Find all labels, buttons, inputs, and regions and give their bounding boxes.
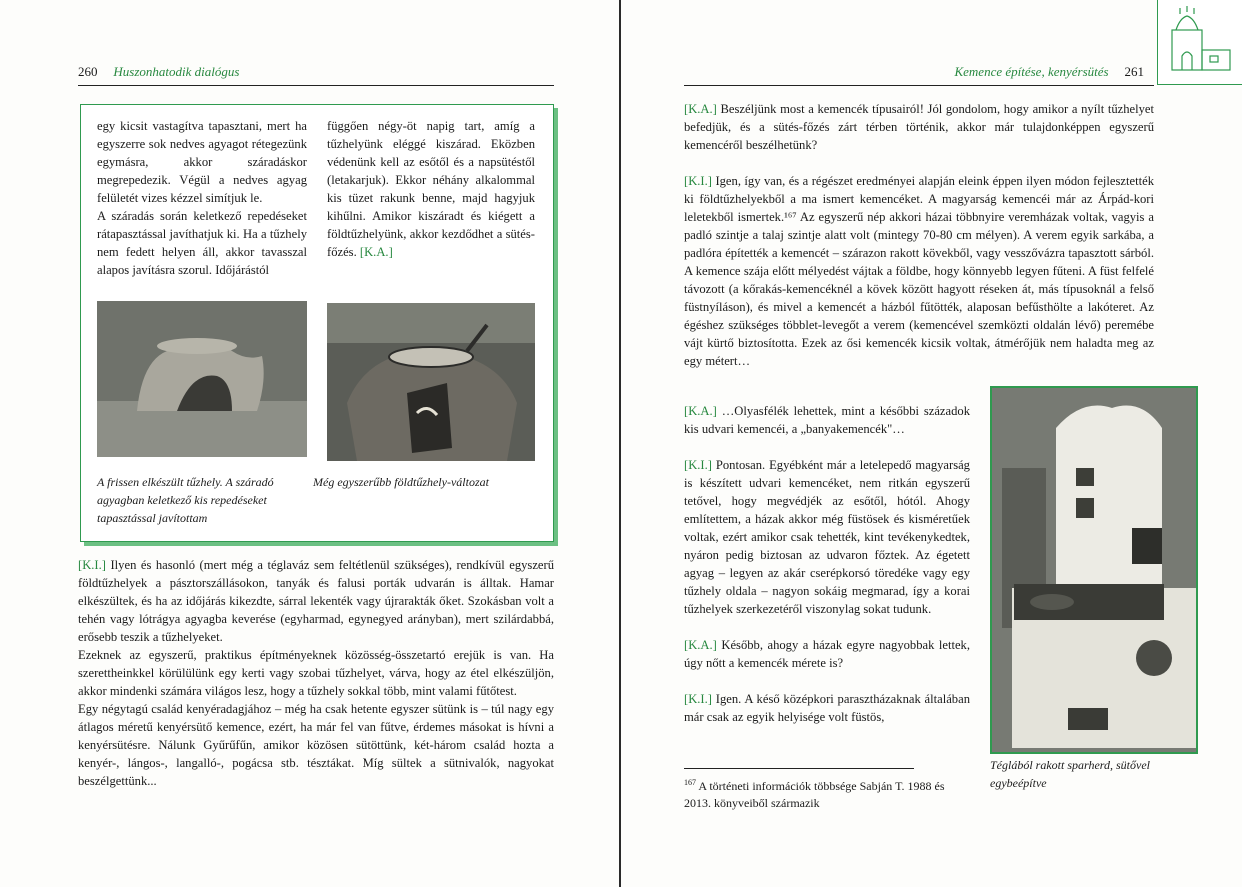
stove-photo [97, 301, 307, 457]
box-column-2-text: függően négy-öt napig tart, amíg a tűzhelyünk eléggé kiszárad. Eközben védenünk kell az esőtől és a napsütéstől (letakarjuk). Ekkor néhány alkalommal kis tüzet rakunk benne, majd hagyjuk kihűlni. Amikor kiszáradt és kiégett a földtűzhelyünk, akkor kezdődhet a sütés-főzés. [327, 119, 535, 259]
right-page [622, 0, 1242, 887]
speaker-tag: [K.I.] [684, 692, 712, 706]
page-number: 260 [78, 64, 98, 79]
dialogue-block [684, 402, 970, 438]
body-paragraph-1-text: Ilyen és hasonló (mert még a téglaváz sem feltétlenül szükséges), rendkívül egyszerű földtűzhelyek a pásztorszállásokon, tanyák és falusi porták udvarán is álltak. Hamar elkészültek, és ha az időjárás kikezdte, sárral lekenték vagy újrarakták őket. Szokásban volt a tehén vagy lótrágya agyagba keverése (egyharmad, egynegyed arányban), mert szilárdabbá, erősebb teszik a tűzhelyeket. [78, 558, 554, 644]
left-header [78, 64, 239, 80]
dialogue-text: Igen, így van, és a régészet eredményei alapján eleink éppen ilyen módon fejlesztették ki földtűzhelyekből a ma ismert kemencéket. A magyarság kemencéi már az Árpád-kori leletekből ismertek.¹⁶⁷ Az egyszerű nép akkori házai többnyire veremházak voltak, vagyis a padló szintje a talaj szintje alatt volt (mintegy 70-80 cm mélyen). A verem egyik sarkába, a padlóra építették a kemencét – szárazon rakott kövekből, vagy vesszővázra tapasztott sárból. A kemence szája előtt mélyedést vájtak a földbe, hogy könnyebb legyen fűteni. A füst felfelé távozott (a kőrakás-kemencéknél a kövek között hagyott réseken át, más típusoknál a felső füstnyíláson), és mivel a kemencét a házból fűtötték, alaposan befűsthölte a lakóteret. Az égéshez szükséges többlet-levegőt a verem (kemencével szemközti oldalán lévő) peremébe vájt kürtő biztosította. Ezek az ősi kemencék kicsik voltak, átmérőjük nem haladta meg az egy métert… [684, 174, 1154, 368]
speaker-tag: [K.I.] [78, 558, 106, 572]
photo-caption-2: Még egyszerűbb földtűzhely-változat [313, 475, 489, 489]
speaker-tag: [K.A.] [684, 404, 717, 418]
sidebar-box [80, 104, 554, 542]
page-number: 261 [1124, 64, 1144, 79]
chapter-corner-icon [1157, 0, 1242, 85]
right-body-upper [684, 100, 1154, 370]
body-paragraph-2: Ezeknek az egyszerű, praktikus építményeknek közösség-összetartó erejük is van. Ha szerettheinkkel körülülünk egy kerti vagy szobai tűzhelyet, várva, hogy az étel elkészüljön, akkor mindenki számára világos lesz, hogy a tűzhely sokkal több, mint valami fűtőtest. [78, 648, 554, 698]
speaker-tag: [K.A.] [684, 638, 717, 652]
right-body-lower [684, 402, 970, 726]
fire-pit-photo-image [327, 303, 535, 461]
oven-icon [1158, 0, 1242, 84]
dialogue-text: Beszéljünk most a kemencék típusairól! Jól gondolom, hogy amikor a nyílt tűzhelyet befedjük, és a sütés-főzés zárt térben történik, akkor már tulajdonképpen egyszerű kemencéről beszélhetünk? [684, 102, 1154, 152]
dialogue-block [684, 636, 970, 672]
right-header [952, 64, 1144, 80]
sparherd-photo [990, 386, 1198, 754]
header-rule [78, 85, 554, 86]
dialogue-text: Pontosan. Egyébként már a letelepedő magyarság is készített udvari kemencéket, nem ritkán egyszerű tetővel, hogy megvédjék az esőtől, hótól. Ahogy említettem, a házak akkor még füstösek és kisméretűek voltak, ezért amikor csak tehették, kint tevékenykedtek, nyáron pedig biztosan az udvaron főztek. Az égetett agyag – legyen az akár cserépkorsó töredéke vagy egy tűzhely oldala – nagyon sokáig megmarad, így a korai tűzhelyek szerkezetéről viszonylag sokat tudunk. [684, 458, 970, 616]
dialogue-block [684, 456, 970, 618]
chapter-title: Huszonhatodik dialógus [113, 64, 240, 79]
sparherd-photo-image [992, 388, 1196, 752]
speaker-tag: [K.A.] [684, 102, 717, 116]
footnote-marker: 167 [684, 778, 696, 787]
dialogue-block [684, 172, 1154, 370]
box-column-1: egy kicsit vastagítva tapasztani, mert ha egyszerre sok nedves agyagot rétegezünk egymásra, akkor száradáskor megrepedezik. Végül a nedves agyag felületét vizes kézzel simítjuk le. A száradás során keletkező repedéseket rátapasztással javíthatjuk ki. Ha a tűzhely nem fedett helyen áll, akkor tavasszal alapos javításra szorul. Időjárástól [97, 119, 307, 277]
dialogue-text: …Olyasfélék lehettek, mint a későbbi századok kis udvari kemencéi, a „banyakemencék"… [684, 404, 970, 436]
box-column-2 [327, 117, 535, 261]
fire-pit-photo [327, 303, 535, 461]
stove-photo-image [97, 301, 307, 457]
dialogue-block [684, 690, 970, 726]
chapter-title: Kemence építése, kenyérsütés [954, 64, 1109, 79]
footnote-rule [684, 768, 914, 769]
photo-caption: Téglából rakott sparherd, sütővel egybeépítve [990, 758, 1150, 790]
left-body-text [78, 556, 554, 790]
speaker-tag: [K.I.] [684, 458, 712, 472]
body-paragraph-3: Egy négytagú család kenyéradagjához – még ha csak hetente egyszer sütünk is – túl nagy egy átlagos méretű kenyérsütő kemence, ezért, ha már fel van fűtve, érdemes másokat is hívni a kenyérsütésre. Nálunk Gyűrűfűn, amikor közösen sütöttünk, két-három család hozta a kenyér-, lángos-, langalló-, pogácsa stb. tésztákat. Míg sültek a sütnivalók, nagyokat beszélgettünk... [78, 702, 554, 788]
header-rule [684, 85, 1154, 86]
dialogue-text: Később, ahogy a házak egyre nagyobbak lettek, úgy nőtt a kemencék mérete is? [684, 638, 971, 670]
dialogue-text: Igen. A késő középkori parasztházaknak általában már csak az egyik helyisége volt füstös, [684, 692, 970, 724]
photo-caption-1: A frissen elkészült tűzhely. A száradó agyagban keletkező kis repedéseket tapasztással javítottam [97, 475, 274, 525]
left-page [0, 0, 620, 887]
speaker-tag: [K.A.] [359, 245, 393, 259]
book-spine [619, 0, 621, 887]
speaker-tag: [K.I.] [684, 174, 712, 188]
dialogue-block [684, 100, 1154, 154]
footnote [684, 774, 974, 812]
footnote-text: A történeti információk többsége Sabján T. 1988 és 2013. könyveiből származik [684, 779, 945, 810]
body-paragraph-1 [78, 556, 554, 646]
